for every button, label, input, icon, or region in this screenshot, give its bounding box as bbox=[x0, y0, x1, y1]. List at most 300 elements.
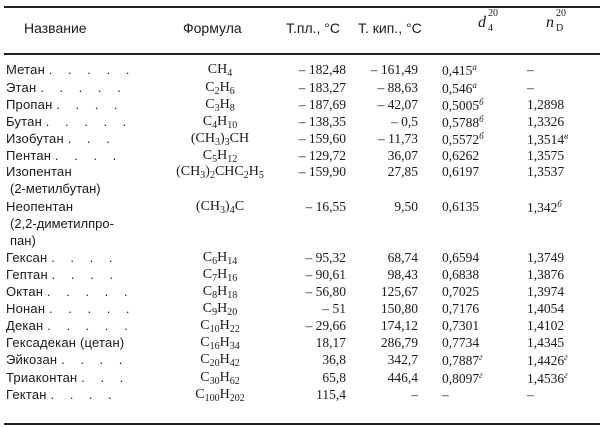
row-boiling-point bbox=[356, 62, 418, 78]
row-density bbox=[442, 97, 484, 114]
row-boiling-point-value: 98,43 bbox=[387, 267, 418, 282]
footnote-mark: в bbox=[564, 131, 569, 141]
footnote-mark: а bbox=[472, 80, 477, 90]
row-name-text: Пропан bbox=[6, 97, 53, 112]
formula-subscript: 8 bbox=[212, 290, 218, 301]
row-leader-dots: . . . . bbox=[50, 387, 118, 402]
row-boiling-point-value: – bbox=[411, 387, 418, 402]
row-formula bbox=[150, 199, 290, 216]
header-refractive-symbol: n bbox=[546, 14, 554, 31]
formula-text: C bbox=[202, 284, 213, 299]
row-melting-point bbox=[280, 80, 346, 96]
row-melting-point-value: – 183,27 bbox=[298, 80, 346, 95]
row-melting-point bbox=[280, 301, 346, 317]
row-formula bbox=[150, 250, 290, 267]
table-row bbox=[0, 114, 604, 131]
row-leader-dots: . . . . . bbox=[49, 301, 136, 316]
formula-text: (CH bbox=[190, 131, 215, 146]
row-refractive-index bbox=[527, 387, 534, 403]
formula-subscript: 202 bbox=[229, 393, 245, 404]
formula-text: H bbox=[219, 318, 230, 333]
row-name bbox=[6, 148, 122, 163]
row-refractive-index-value: 1,4102 bbox=[527, 318, 565, 333]
row-name-text: Гептан bbox=[6, 267, 48, 282]
row-refractive-index-value: 1,4426 bbox=[527, 353, 565, 368]
header-density-reference: 4 bbox=[488, 23, 493, 34]
table-row bbox=[0, 131, 604, 148]
row-leader-dots: . . . bbox=[67, 131, 116, 146]
formula-subscript: 20 bbox=[209, 358, 220, 369]
row-refractive-index-value: 1,4536 bbox=[527, 371, 565, 386]
row-melting-point-value: – 187,69 bbox=[298, 97, 346, 112]
row-formula bbox=[150, 114, 290, 131]
row-refractive-index-value: – bbox=[527, 80, 534, 95]
row-formula bbox=[150, 62, 290, 79]
row-refractive-index bbox=[527, 301, 564, 317]
formula-subscript: 100 bbox=[204, 393, 220, 404]
table-row bbox=[0, 318, 604, 335]
row-melting-point bbox=[280, 267, 346, 283]
row-boiling-point bbox=[356, 284, 418, 300]
row-melting-point-value: – 95,32 bbox=[305, 250, 346, 265]
table-row bbox=[0, 250, 604, 267]
row-density-value: – bbox=[442, 387, 449, 402]
footnote-mark: г bbox=[479, 352, 483, 362]
row-name bbox=[6, 80, 127, 95]
row-density-value: 0,6594 bbox=[442, 250, 480, 265]
table-row bbox=[0, 80, 604, 97]
row-density-value: 0,7301 bbox=[442, 318, 480, 333]
row-boiling-point-value: – 11,73 bbox=[378, 131, 418, 146]
row-melting-point bbox=[280, 370, 346, 386]
row-density bbox=[442, 131, 484, 148]
row-density-value: 0,415 bbox=[442, 63, 473, 78]
row-leader-dots: . . . . bbox=[51, 267, 119, 282]
formula-subscript: 3 bbox=[214, 103, 220, 114]
row-name-text: Этан bbox=[6, 80, 37, 95]
formula-subscript: 3 bbox=[200, 170, 206, 181]
row-boiling-point-value: – 42,07 bbox=[377, 97, 418, 112]
row-boiling-point bbox=[356, 97, 418, 113]
row-name bbox=[10, 216, 114, 231]
row-boiling-point-value: 342,7 bbox=[387, 352, 418, 367]
row-density-value: 0,6135 bbox=[442, 199, 480, 214]
row-density bbox=[442, 164, 479, 180]
row-melting-point bbox=[280, 250, 346, 266]
row-melting-point bbox=[280, 387, 346, 403]
row-melting-point bbox=[280, 352, 346, 368]
formula-subscript: 3 bbox=[220, 205, 226, 216]
header-name: Название bbox=[24, 20, 87, 36]
formula-text: H bbox=[217, 301, 228, 316]
row-refractive-index bbox=[527, 164, 564, 180]
formula-text: H bbox=[217, 284, 228, 299]
row-refractive-index bbox=[527, 62, 534, 78]
table-row bbox=[0, 267, 604, 284]
row-boiling-point-value: 125,67 bbox=[380, 284, 418, 299]
row-boiling-point-value: – 88,63 bbox=[377, 80, 418, 95]
row-melting-point-value: – 51 bbox=[322, 301, 346, 316]
row-leader-dots: . . . . bbox=[56, 97, 124, 112]
row-melting-point-value: – 56,80 bbox=[305, 284, 346, 299]
row-refractive-index bbox=[527, 370, 568, 387]
table-row bbox=[0, 181, 604, 198]
formula-subscript: 16 bbox=[227, 273, 238, 284]
formula-text: H bbox=[219, 97, 230, 112]
row-name bbox=[6, 301, 136, 316]
row-name-text: Октан bbox=[6, 284, 44, 299]
row-leader-dots: . . . bbox=[81, 370, 130, 385]
row-boiling-point-value: 27,85 bbox=[387, 164, 418, 179]
table-row bbox=[0, 301, 604, 318]
row-formula bbox=[150, 318, 290, 335]
row-melting-point bbox=[280, 97, 346, 113]
header-boiling-point: Т. кип., °С bbox=[358, 20, 422, 36]
formula-subscript: 10 bbox=[227, 120, 238, 131]
row-name-text: (2-метилбутан) bbox=[10, 181, 101, 196]
formula-subscript: 34 bbox=[229, 341, 240, 352]
row-boiling-point bbox=[356, 318, 418, 334]
formula-text: (CH bbox=[195, 199, 221, 214]
row-refractive-index-value: 1,3749 bbox=[527, 250, 565, 265]
row-boiling-point bbox=[356, 267, 418, 283]
formula-subscript: 20 bbox=[227, 307, 238, 318]
row-name bbox=[6, 114, 132, 129]
row-melting-point bbox=[280, 114, 346, 130]
row-melting-point-value: – 138,35 bbox=[298, 114, 346, 129]
header-separator-rule bbox=[4, 53, 600, 55]
formula-subscript: 5 bbox=[258, 170, 264, 181]
row-refractive-index bbox=[527, 250, 564, 266]
table-row bbox=[0, 62, 604, 79]
row-leader-dots: . . . . . bbox=[40, 80, 127, 95]
row-boiling-point-value: 9,50 bbox=[394, 199, 418, 214]
row-density-value: 0,6838 bbox=[442, 267, 480, 282]
row-name-text: Гексан bbox=[6, 250, 48, 265]
row-leader-dots: . . . . . bbox=[46, 284, 134, 299]
formula-text: H bbox=[217, 148, 228, 163]
row-boiling-point-value: – 0,5 bbox=[391, 114, 418, 129]
row-name-text: Гектан bbox=[6, 387, 47, 402]
row-melting-point-value: – 159,90 bbox=[298, 164, 346, 179]
formula-text: C bbox=[202, 114, 213, 129]
row-refractive-index bbox=[527, 199, 562, 216]
row-melting-point-value: 65,8 bbox=[322, 370, 346, 385]
formula-subscript: 7 bbox=[212, 273, 218, 284]
table-row bbox=[0, 284, 604, 301]
row-density-value: 0,6262 bbox=[442, 148, 480, 163]
row-formula bbox=[150, 301, 290, 318]
row-name bbox=[10, 233, 36, 248]
formula-subscript: 2 bbox=[209, 170, 215, 181]
row-name-text: Бутан bbox=[6, 114, 42, 129]
row-refractive-index bbox=[527, 131, 568, 148]
row-density bbox=[442, 250, 479, 266]
row-boiling-point bbox=[356, 352, 418, 368]
header-melting-point: Т.пл., °С bbox=[286, 20, 341, 36]
row-formula bbox=[150, 370, 290, 387]
formula-text: H bbox=[248, 164, 259, 179]
table-bottom-rule bbox=[4, 423, 600, 425]
formula-text: H bbox=[219, 387, 230, 402]
formula-text: CH bbox=[207, 62, 228, 77]
formula-text: H bbox=[217, 250, 228, 265]
header-formula: Формула bbox=[183, 20, 242, 36]
row-formula bbox=[150, 267, 290, 284]
formula-subscript: 9 bbox=[212, 307, 218, 318]
row-density bbox=[442, 148, 479, 164]
row-name bbox=[6, 370, 129, 385]
footnote-mark: а bbox=[472, 62, 477, 72]
formula-text: C bbox=[200, 370, 210, 385]
table-row bbox=[0, 370, 604, 387]
row-name bbox=[6, 250, 118, 265]
header-density-temperature: 20 bbox=[488, 8, 498, 19]
row-density bbox=[442, 199, 479, 215]
row-density bbox=[442, 370, 483, 387]
row-boiling-point bbox=[356, 301, 418, 317]
row-melting-point-value: 115,4 bbox=[316, 387, 346, 402]
row-density bbox=[442, 267, 479, 283]
formula-subscript: 3 bbox=[215, 137, 220, 148]
row-refractive-index bbox=[527, 148, 564, 164]
row-formula bbox=[150, 80, 290, 97]
formula-subscript: 8 bbox=[229, 103, 235, 114]
row-boiling-point bbox=[356, 80, 418, 96]
footnote-mark: г bbox=[479, 370, 483, 380]
row-name bbox=[6, 97, 124, 112]
row-name bbox=[6, 199, 73, 214]
row-name-text: Триаконтан bbox=[6, 370, 78, 385]
row-name-text: Неопентан bbox=[6, 199, 74, 214]
row-name-text: Метан bbox=[6, 62, 45, 77]
row-boiling-point bbox=[356, 148, 418, 164]
row-boiling-point-value: 286,79 bbox=[380, 335, 418, 350]
row-refractive-index-value: 1,3326 bbox=[527, 114, 565, 129]
formula-subscript: 16 bbox=[209, 341, 220, 352]
row-leader-dots: . . . . bbox=[61, 352, 129, 367]
row-density-value: 0,546 bbox=[442, 81, 473, 96]
row-name-text: Пентан bbox=[6, 148, 52, 163]
formula-text: C bbox=[195, 387, 205, 402]
row-name bbox=[6, 131, 116, 146]
formula-text: ) bbox=[225, 199, 230, 214]
row-refractive-index bbox=[527, 80, 534, 96]
row-melting-point-value: – 159,60 bbox=[298, 131, 346, 146]
row-boiling-point bbox=[356, 250, 418, 266]
row-refractive-index-value: 1,342 bbox=[527, 200, 558, 215]
formula-subscript: 62 bbox=[229, 376, 240, 387]
row-density bbox=[442, 318, 479, 334]
row-name bbox=[6, 387, 118, 402]
row-name bbox=[6, 335, 124, 350]
formula-subscript: 12 bbox=[227, 154, 238, 165]
row-name-text: пан) bbox=[10, 233, 36, 248]
row-density-value: 0,6197 bbox=[442, 164, 480, 179]
row-refractive-index-value: 1,3974 bbox=[527, 284, 565, 299]
row-boiling-point bbox=[356, 387, 418, 403]
footnote-mark: б bbox=[557, 199, 562, 209]
row-refractive-index-value: 1,3537 bbox=[527, 164, 565, 179]
table-top-rule bbox=[4, 6, 600, 8]
row-density-value: 0,8097 bbox=[442, 371, 480, 386]
formula-subscript: 2 bbox=[214, 86, 220, 97]
row-leader-dots: . . . . bbox=[54, 148, 123, 163]
row-leader-dots: . . . . . bbox=[48, 62, 136, 77]
row-melting-point-value: – 129,72 bbox=[298, 148, 346, 163]
formula-text: H bbox=[219, 352, 230, 367]
row-boiling-point bbox=[356, 131, 418, 147]
row-formula bbox=[150, 352, 290, 369]
row-boiling-point bbox=[356, 370, 418, 386]
row-density bbox=[442, 387, 449, 403]
row-name bbox=[6, 284, 134, 299]
row-name bbox=[6, 62, 135, 77]
row-density bbox=[442, 301, 479, 317]
header-refractive-line: D bbox=[556, 23, 564, 34]
row-density-value: 0,5788 bbox=[442, 115, 480, 130]
row-density bbox=[442, 335, 479, 351]
formula-text: H bbox=[219, 335, 230, 350]
row-density bbox=[442, 284, 479, 300]
row-refractive-index bbox=[527, 318, 564, 334]
row-boiling-point-value: 174,12 bbox=[380, 318, 418, 333]
formula-text: C bbox=[202, 267, 213, 282]
formula-text: C bbox=[202, 250, 213, 265]
formula-subscript: 4 bbox=[227, 68, 233, 79]
row-name-text: Изопентан bbox=[6, 164, 72, 179]
formula-subscript: 10 bbox=[209, 324, 220, 335]
row-leader-dots: . . . . . bbox=[47, 318, 134, 333]
header-density-symbol: d bbox=[478, 14, 486, 31]
row-name bbox=[10, 181, 101, 196]
formula-text: CH bbox=[229, 131, 250, 146]
formula-text: H bbox=[219, 80, 230, 95]
row-boiling-point-value: 68,74 bbox=[387, 250, 418, 265]
table-row bbox=[0, 97, 604, 114]
table-row bbox=[0, 164, 604, 181]
row-melting-point bbox=[280, 148, 346, 164]
row-refractive-index bbox=[527, 267, 564, 283]
row-name-text: Декан bbox=[6, 318, 44, 333]
row-density bbox=[442, 62, 477, 79]
row-name bbox=[6, 164, 72, 179]
row-melting-point-value: – 29,66 bbox=[305, 318, 346, 333]
row-name bbox=[6, 352, 128, 367]
row-density-value: 0,7025 bbox=[442, 284, 480, 299]
formula-text: C bbox=[234, 199, 245, 214]
row-name-text: (2,2-диметилпро- bbox=[10, 216, 114, 231]
row-name bbox=[6, 318, 134, 333]
row-melting-point bbox=[280, 284, 346, 300]
row-refractive-index bbox=[527, 284, 564, 300]
row-density bbox=[442, 352, 483, 369]
row-refractive-index-value: 1,3876 bbox=[527, 267, 565, 282]
formula-text: C bbox=[205, 80, 215, 95]
formula-subscript: 6 bbox=[229, 86, 235, 97]
formula-text: H bbox=[219, 370, 230, 385]
formula-text: C bbox=[200, 352, 210, 367]
formula-text: C bbox=[202, 301, 213, 316]
row-formula bbox=[150, 97, 290, 114]
row-density-value: 0,5572 bbox=[442, 132, 480, 147]
row-melting-point bbox=[280, 335, 346, 351]
header-refractive-index bbox=[546, 8, 566, 34]
row-refractive-index-value: 1,2898 bbox=[527, 97, 565, 112]
table-row bbox=[0, 148, 604, 165]
formula-text: ) bbox=[205, 164, 210, 179]
formula-subscript: 30 bbox=[209, 376, 220, 387]
row-density-value: 0,7734 bbox=[442, 335, 480, 350]
row-melting-point bbox=[280, 131, 346, 147]
formula-text: CHC bbox=[214, 164, 244, 179]
formula-subscript: 2 bbox=[243, 170, 249, 181]
row-melting-point bbox=[280, 62, 346, 78]
header-refractive-temperature: 20 bbox=[556, 8, 566, 19]
row-melting-point-value: – 16,55 bbox=[305, 199, 346, 214]
footnote-mark: г bbox=[564, 370, 568, 380]
row-formula bbox=[150, 284, 290, 301]
row-name-text: Эйкозан bbox=[6, 352, 58, 367]
footnote-mark: г bbox=[564, 352, 568, 362]
row-melting-point-value: – 90,61 bbox=[305, 267, 346, 282]
formula-subscript: 6 bbox=[212, 256, 218, 267]
row-refractive-index-value: 1,4345 bbox=[527, 335, 565, 350]
row-density-value: 0,7887 bbox=[442, 353, 480, 368]
formula-text: C bbox=[200, 318, 210, 333]
row-formula bbox=[150, 335, 290, 352]
row-melting-point-value: 36,8 bbox=[322, 352, 346, 367]
row-name-text: Изобутан bbox=[6, 131, 64, 146]
table-row bbox=[0, 233, 604, 250]
row-boiling-point-value: 36,07 bbox=[387, 148, 418, 163]
row-boiling-point bbox=[356, 114, 418, 130]
row-refractive-index-value: – bbox=[527, 62, 534, 77]
row-density-value: 0,7176 bbox=[442, 301, 480, 316]
row-refractive-index bbox=[527, 352, 568, 369]
row-density bbox=[442, 80, 477, 97]
row-density bbox=[442, 114, 484, 131]
row-refractive-index-value: – bbox=[527, 387, 534, 402]
formula-text: C bbox=[202, 148, 213, 163]
row-formula bbox=[150, 131, 290, 148]
row-melting-point bbox=[280, 164, 346, 180]
row-density-value: 0,5005 bbox=[442, 98, 480, 113]
footnote-mark: б bbox=[479, 97, 484, 107]
row-refractive-index bbox=[527, 97, 564, 113]
formula-subscript: 4 bbox=[229, 205, 235, 216]
row-refractive-index-value: 1,3575 bbox=[527, 148, 565, 163]
row-formula bbox=[150, 387, 290, 404]
formula-text: H bbox=[217, 267, 228, 282]
row-boiling-point bbox=[356, 199, 418, 215]
row-refractive-index bbox=[527, 114, 564, 130]
formula-text: C bbox=[200, 335, 210, 350]
row-melting-point bbox=[280, 199, 346, 215]
table-row bbox=[0, 387, 604, 404]
formula-text: (CH bbox=[176, 164, 201, 179]
table-row bbox=[0, 335, 604, 352]
formula-subscript: 5 bbox=[212, 154, 218, 165]
row-formula bbox=[150, 164, 290, 181]
footnote-mark: б bbox=[479, 131, 484, 141]
formula-subscript: 22 bbox=[229, 324, 240, 335]
row-boiling-point bbox=[356, 164, 418, 180]
row-leader-dots: . . . . bbox=[51, 250, 119, 265]
footnote-mark: б bbox=[479, 114, 484, 124]
row-melting-point-value: 18,17 bbox=[315, 335, 346, 350]
row-melting-point-value: – 182,48 bbox=[298, 62, 346, 77]
